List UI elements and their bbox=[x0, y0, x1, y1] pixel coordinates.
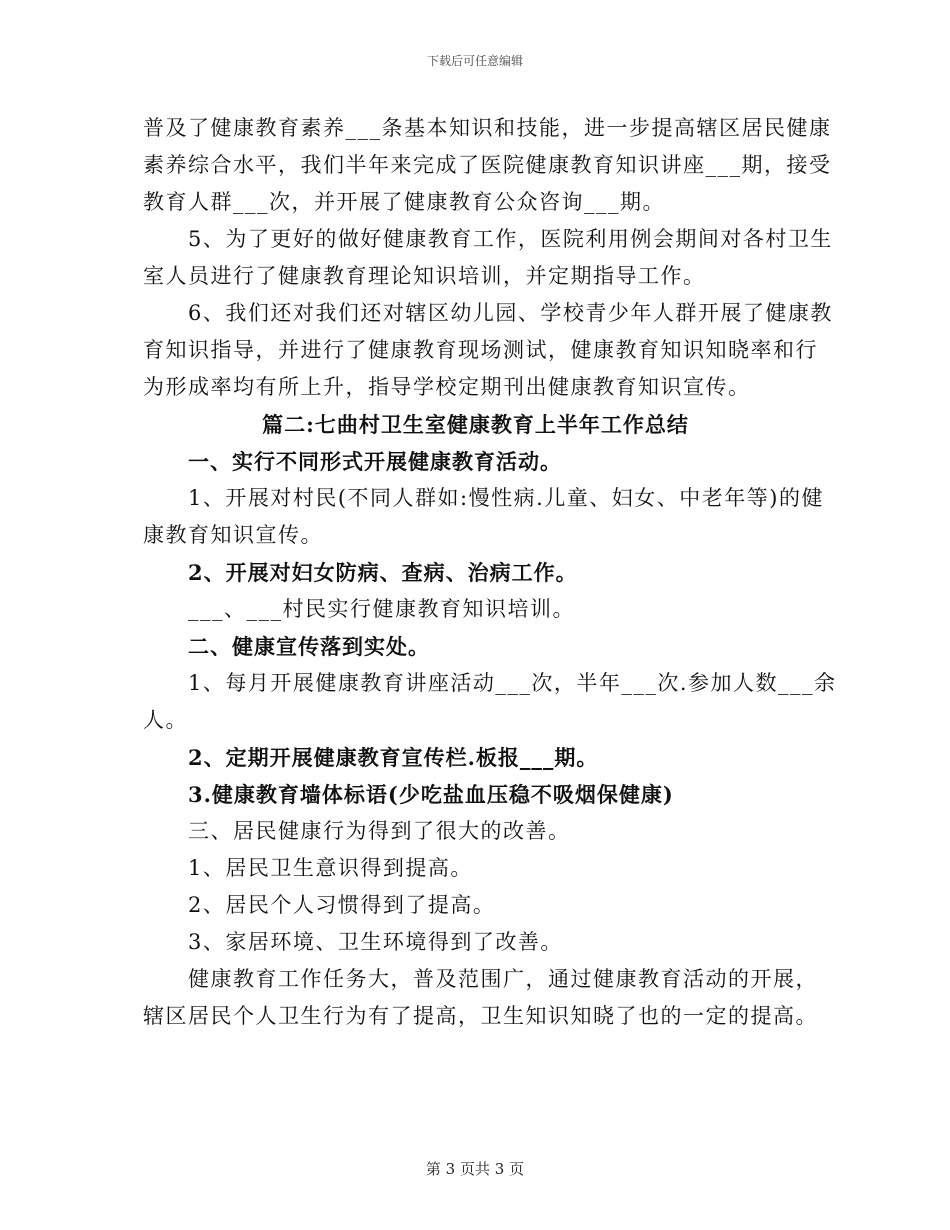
paragraph-line: ___、___村民实行健康教育知识培训。 bbox=[188, 597, 575, 621]
paragraph-line: 1、居民卫生意识得到提高。 bbox=[188, 856, 473, 880]
paragraph-line: 人。 bbox=[143, 708, 188, 732]
page-footer: 第 3 页共 3 页 bbox=[425, 1160, 525, 1178]
paragraph-line: 3、家居环境、卫生环境得到了改善。 bbox=[188, 930, 563, 954]
section-heading: 三、居民健康行为得到了很大的改善。 bbox=[188, 819, 571, 843]
paragraph-line: 为形成率均有所上升，指导学校定期刊出健康教育知识宣传。 bbox=[143, 375, 751, 399]
paragraph-line: 1、每月开展健康教育讲座活动___次，半年___次.参加人数___余 bbox=[188, 671, 837, 695]
item-heading: 2、定期开展健康教育宣传栏.板报___期。 bbox=[188, 745, 599, 770]
section-title: 篇二:七曲村卫生室健康教育上半年工作总结 bbox=[262, 412, 689, 437]
paragraph-line: 健康教育工作任务大，普及范围广，通过健康教育活动的开展， bbox=[188, 967, 818, 991]
paragraph-line: 辖区居民个人卫生行为有了提高，卫生知识知晓了也的一定的提高。 bbox=[143, 1004, 818, 1028]
section-heading: 二、健康宣传落到实处。 bbox=[188, 634, 430, 659]
paragraph-line: 康教育知识宣传。 bbox=[143, 523, 323, 547]
item-heading: 2、开展对妇女防病、查病、治病工作。 bbox=[188, 560, 578, 585]
paragraph-line: 普及了健康教育素养___条基本知识和技能，进一步提高辖区居民健康 bbox=[143, 116, 832, 140]
paragraph-line: 教育人群___次，并开展了健康教育公众咨询___期。 bbox=[143, 190, 665, 214]
page-header: 下载后可任意编辑 bbox=[426, 54, 523, 68]
section-heading: 一、实行不同形式开展健康教育活动。 bbox=[188, 449, 562, 474]
paragraph-line: 2、居民个人习惯得到了提高。 bbox=[188, 893, 496, 917]
paragraph-line: 6、我们还对我们还对辖区幼儿园、学校青少年人群开展了健康教 bbox=[188, 301, 833, 325]
paragraph-line: 5、为了更好的做好健康教育工作，医院利用例会期间对各村卫生 bbox=[188, 227, 833, 251]
document-body bbox=[143, 110, 837, 1035]
paragraph-line: 素养综合水平，我们半年来完成了医院健康教育知识讲座___期，接受 bbox=[143, 153, 832, 177]
paragraph-line: 育知识指导，并进行了健康教育现场测试，健康教育知识知晓率和行 bbox=[143, 338, 818, 362]
paragraph-line: 室人员进行了健康教育理论知识培训，并定期指导工作。 bbox=[143, 264, 706, 288]
paragraph-line: 1、开展对村民(不同人群如:慢性病.儿童、妇女、中老年等)的健 bbox=[188, 486, 824, 510]
item-heading: 3.健康教育墙体标语(少吃盐血压稳不吸烟保健康) bbox=[188, 782, 674, 807]
